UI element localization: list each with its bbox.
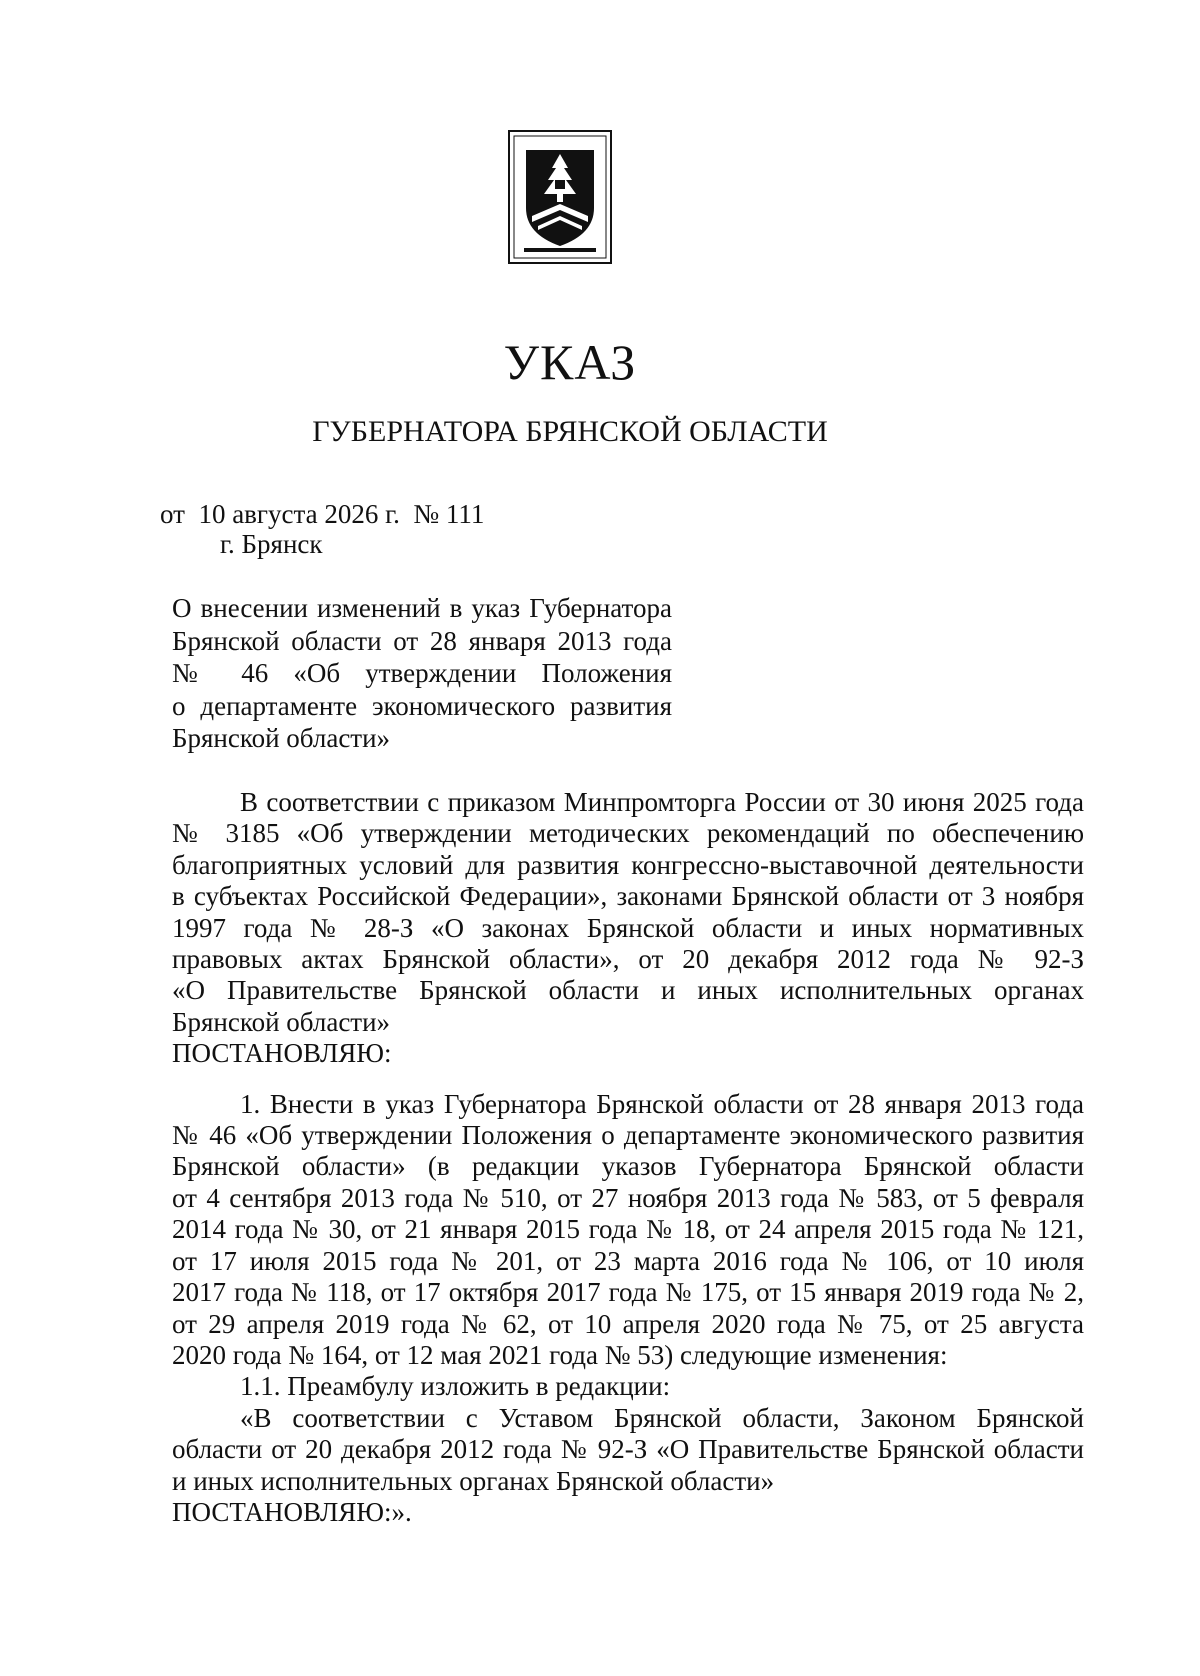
document-subject <box>172 592 672 755</box>
subject-line: № 46 «Об утверждении Положения <box>172 658 672 688</box>
preamble-line: правовых актах Брянской области», от 20 декабря 2012 года № 92-З <box>172 944 1084 975</box>
preamble-line: № 3185 «Об утверждении методических рекомендаций по обеспечению <box>172 818 1084 849</box>
preamble-line: В соответствии с приказом Минпромторга России от 30 июня 2025 года <box>240 787 1084 817</box>
quote-line: ПОСТАНОВЛЯЮ:». <box>172 1496 412 1527</box>
quote-line: области от 20 декабря 2012 года № 92-З «О Правительстве Брянской области <box>172 1434 1084 1465</box>
preamble-line: благоприятных условий для развития конгрессно-выставочной деятельности <box>172 849 1084 880</box>
preamble-line: «О Правительстве Брянской области и иных исполнительных органах <box>172 975 1084 1006</box>
item-line: от 17 июля 2015 года № 201, от 23 марта 2016 года № 106, от 10 июля <box>172 1245 1084 1276</box>
preamble-line: 1997 года № 28-З «О законах Брянской области и иных нормативных <box>172 912 1084 943</box>
item-line: 1. Внести в указ Губернатора Брянской области от 28 января 2013 года <box>240 1088 1084 1119</box>
subject-line: Брянской области» <box>172 723 391 753</box>
preamble-line: в субъектах Российской Федерации», законами Брянской области от 3 ноября <box>172 881 1084 912</box>
city-name: г. Брянск <box>220 529 323 559</box>
subject-line: О внесении изменений в указ Губернатора <box>172 593 672 623</box>
item-line: 2017 года № 118, от 17 октября 2017 года № 175, от 15 января 2019 года № 2, <box>172 1277 1084 1308</box>
quote-line: «В соответствии с Уставом Брянской области, Законом Брянской <box>240 1402 1084 1433</box>
subject-line: Брянской области от 28 января 2013 года <box>172 625 672 656</box>
resolve-word: ПОСТАНОВЛЯЮ: <box>172 1038 392 1069</box>
item-line: от 29 апреля 2019 года № 62, от 10 апреля 2020 года № 75, от 25 августа <box>172 1308 1084 1339</box>
quote-line: и иных исполнительных органах Брянской области» <box>172 1465 775 1496</box>
paragraph-gap <box>172 1070 1084 1089</box>
item-line: Брянской области» (в редакции указов Губернатора Брянской области <box>172 1151 1084 1182</box>
subject-line: о департаменте экономического развития <box>172 690 672 721</box>
coat-of-arms-icon <box>508 130 612 264</box>
preamble-line: Брянской области» <box>172 1006 391 1037</box>
document-title: УКАЗ <box>503 334 637 390</box>
item-line: от 4 сентября 2013 года № 510, от 27 ноября 2013 года № 583, от 5 февраля <box>172 1182 1084 1213</box>
subitem-line: 1.1. Преамбулу изложить в редакции: <box>240 1371 671 1402</box>
document-body <box>172 787 1084 1528</box>
item-line: 2020 года № 164, от 12 мая 2021 года № 53) следующие изменения: <box>172 1339 948 1370</box>
document-subtitle: ГУБЕРНАТОРА БРЯНСКОЙ ОБЛАСТИ <box>312 415 828 448</box>
item-line: 2014 года № 30, от 21 января 2015 года № 18, от 24 апреля 2015 года № 121, <box>172 1214 1084 1245</box>
item-line: № 46 «Об утверждении Положения о департаменте экономического развития <box>172 1120 1084 1151</box>
date-and-number: от 10 августа 2026 г. № 111 <box>160 499 485 529</box>
